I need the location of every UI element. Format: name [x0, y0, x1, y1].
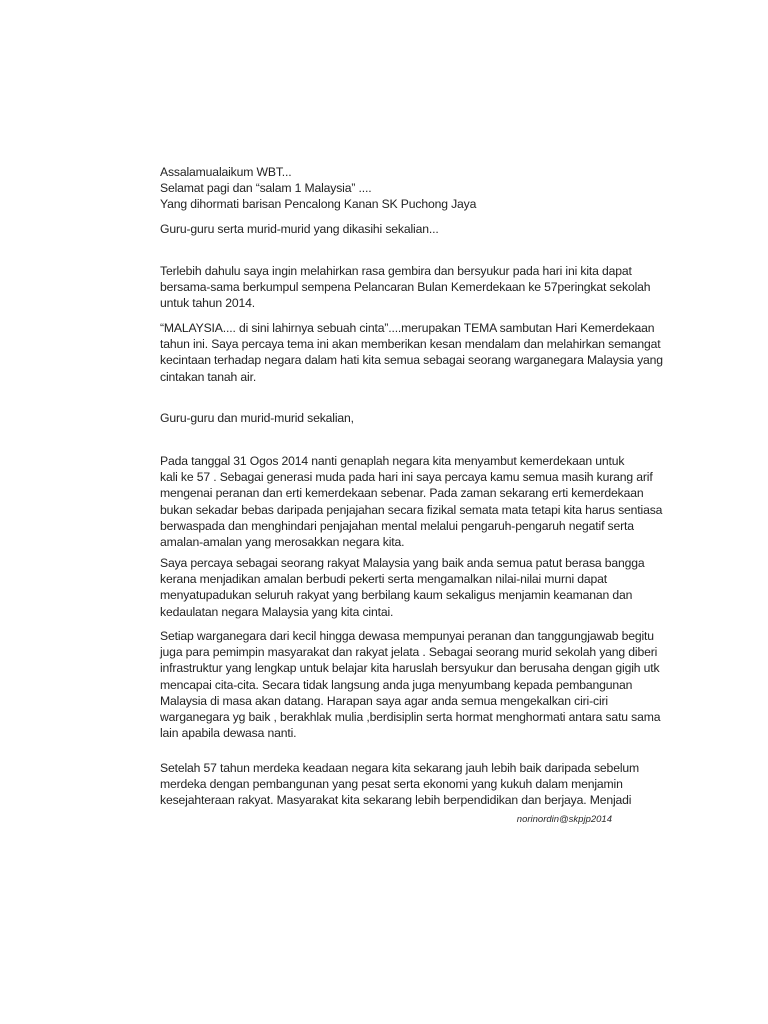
paragraph-introduction — [160, 263, 651, 312]
text-line: bukan sekadar bebas daripada penjajahan secara fizikal semata mata tetapi kita harus sentiasa — [160, 502, 663, 517]
text-line: amalan-amalan yang merosakkan negara kita. — [160, 535, 405, 550]
text-line: berwaspada dan menghindari penjajahan mental melalui pengaruh-pengaruh negatif serta — [160, 518, 634, 533]
text-line: Malaysia di masa akan datang. Harapan saya agar anda semua mengekalkan ciri-ciri — [160, 693, 608, 708]
text-line: juga para pemimpin masyarakat dan rakyat jelata . Sebagai seorang murid sekolah yang diberi — [160, 645, 658, 660]
text-line: lain apabila dewasa nanti. — [160, 726, 297, 741]
text-line: infrastruktur yang lengkap untuk belajar kita haruslah bersyukur dan berusaha dengan gigih utk — [160, 661, 660, 676]
text-line: kali ke 57 . Sebagai generasi muda pada hari ini saya percaya kamu semua masih kurang arif — [160, 470, 653, 485]
text-line: mencapai cita-cita. Secara tidak langsung anda juga menyumbang kepada pembangunan — [160, 677, 633, 692]
text-line: “MALAYSIA.... di sini lahirnya sebuah cinta”....merupakan TEMA sambutan Hari Kemerdekaan — [160, 321, 655, 335]
text-line: bersama-sama berkumpul sempena Pelancaran Bulan Kemerdekaan ke 57peringkat sekolah — [160, 280, 651, 295]
paragraph-theme — [160, 320, 663, 385]
text-line: kesejahteraan rakyat. Masyarakat kita sekarang lebih berpendidikan dan berjaya. Menjadi — [160, 793, 632, 808]
text-line: cintakan tanah air. — [160, 369, 257, 384]
text-line: Pada tanggal 31 Ogos 2014 nanti genaplah negara kita menyambut kemerdekaan untuk — [160, 454, 625, 468]
greeting-teachers-students-2 — [160, 410, 620, 426]
text-line: Assalamualaikum WBT... — [160, 165, 292, 179]
text-line: Setelah 57 tahun merdeka keadaan negara kita sekarang jauh lebih baik daripada sebelum — [160, 761, 640, 775]
greeting-teachers-students — [160, 221, 620, 237]
text-line: kecintaan terhadap negara dalam hati kita semua sebagai seorang warganegara Malaysia yang — [160, 353, 663, 368]
text-line: Guru-guru serta murid-murid yang dikasihi sekalian... — [160, 222, 439, 236]
text-line: merdeka dengan pembangunan yang pesat serta ekonomi yang kukuh dalam menjamin — [160, 777, 623, 792]
text-line: Terlebih dahulu saya ingin melahirkan rasa gembira dan bersyukur pada hari ini kita dapat — [160, 264, 632, 278]
text-line: Yang dihormati barisan Pencalong Kanan SK Puchong Jaya — [160, 197, 477, 212]
page-footer-credit: norinordin@skpjp2014 — [516, 814, 612, 825]
text-line: mengenai peranan dan erti kemerdekaan sebenar. Pada zaman sekarang erti kemerdekaan — [160, 486, 644, 501]
text-line: menyatupadukan seluruh rakyat yang berbilang kaum sekaligus menjamin keamanan dan — [160, 588, 633, 603]
paragraph-pride — [160, 555, 645, 620]
text-line: Guru-guru dan murid-murid sekalian, — [160, 411, 354, 425]
opening-salutation — [160, 164, 620, 213]
paragraph-progress — [160, 760, 640, 809]
text-line: Selamat pagi dan “salam 1 Malaysia” .... — [160, 181, 372, 196]
paragraph-responsibility — [160, 628, 661, 741]
text-line: kedaulatan negara Malaysia yang kita cintai. — [160, 604, 394, 619]
text-line: warganegara yg baik , berakhlak mulia ,berdisiplin serta hormat menghormati antara satu sama — [160, 710, 661, 725]
text-line: Saya percaya sebagai seorang rakyat Malaysia yang baik anda semua patut berasa bangga — [160, 556, 645, 570]
text-line: kerana menjadikan amalan berbudi pekerti serta mengamalkan nilai-nilai murni dapat — [160, 572, 608, 587]
text-line: Setiap warganegara dari kecil hingga dewasa mempunyai peranan dan tanggungjawab begitu — [160, 629, 654, 643]
paragraph-independence — [160, 453, 663, 550]
text-line: untuk tahun 2014. — [160, 296, 256, 311]
text-line: tahun ini. Saya percaya tema ini akan memberikan kesan mendalam dan melahirkan semangat — [160, 337, 661, 352]
